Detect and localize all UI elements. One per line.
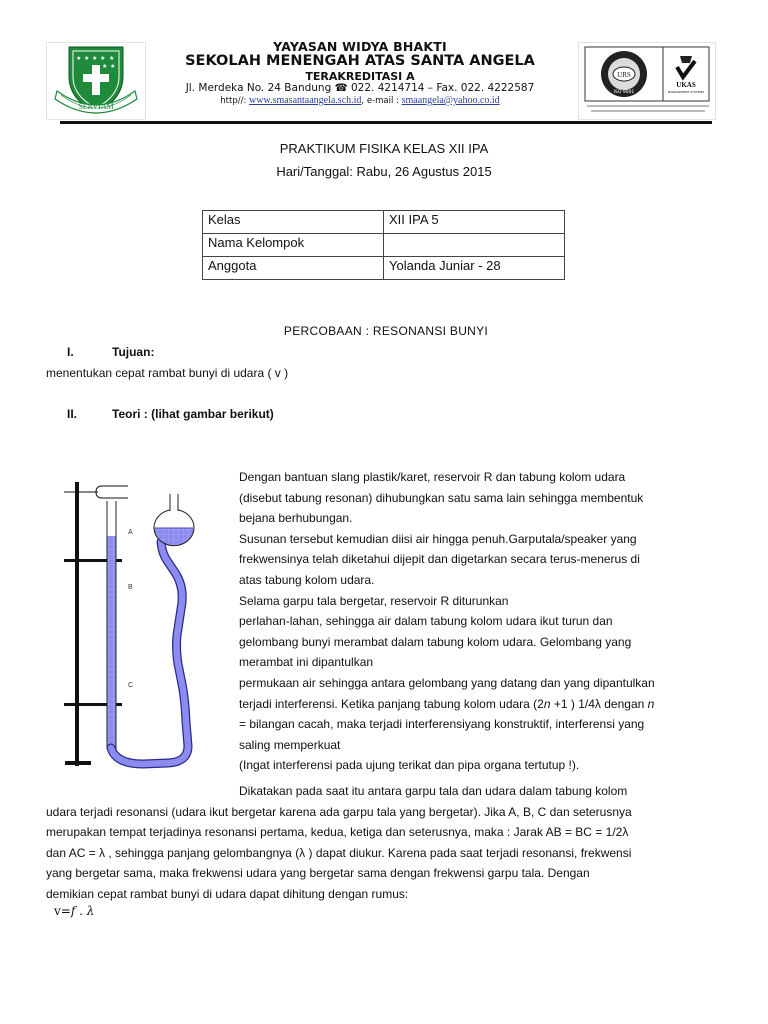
date-line: Hari/Tanggal: Rabu, 26 Agustus 2015 [276, 164, 492, 179]
water-column [107, 536, 116, 749]
text-line: Dikatakan pada saat itu antara garpu tala dan udara dalam tabung kolom [239, 784, 628, 798]
text-line: Susunan tersebut kemudian diisi air hingga penuh.Garputala/speaker yang [239, 531, 637, 546]
svg-text:★: ★ [109, 55, 115, 62]
resonance-tube-diagram [58, 474, 218, 779]
accreditation: TERAKREDITASI A [305, 70, 415, 83]
text-line: udara terjadi resonansi (udara ikut bergetar karena ada garpu tala yang bergetar). Jika A, B, C dan seterusnya [46, 804, 632, 819]
info-table [202, 210, 565, 280]
header-divider [60, 121, 712, 124]
svg-text:★: ★ [102, 63, 108, 70]
text-line: perlahan-lahan, sehingga air dalam tabung kolom udara ikut turun dan [239, 614, 613, 629]
urs-certification-icon [601, 51, 647, 97]
text-line: bejana berhubungan. [239, 511, 353, 526]
contact-line [150, 95, 570, 106]
website-link[interactable]: www.smasantaangela.sch.id [249, 95, 362, 106]
section-number: I. [67, 345, 74, 359]
svg-text:MANAGEMENT SYSTEMS: MANAGEMENT SYSTEMS [667, 90, 705, 94]
svg-text:SERVIAM: SERVIAM [78, 102, 114, 111]
experiment-title: PERCOBAAN : RESONANSI BUNYI [283, 324, 489, 338]
text-line: permukaan air sehingga antara gelombang yang datang dan yang dipantulkan [239, 675, 655, 690]
table-row [203, 257, 565, 280]
text-line: terjadi interferensi. Ketika panjang tabung kolom udara (2n +1 ) 1/4λ dengan n [239, 696, 655, 711]
label-a: A [128, 529, 133, 536]
ukas-certification-icon [668, 56, 705, 94]
row-label: Kelas [203, 211, 384, 234]
text-line: gelombang bunyi merambat dalam tabung kolom udara. Gelombang yang [239, 634, 632, 649]
stand-pole [75, 482, 79, 766]
svg-text:★: ★ [110, 63, 116, 70]
table-row [203, 211, 565, 234]
svg-text:★: ★ [92, 55, 98, 62]
certification-logos [578, 42, 716, 120]
text-line: demikian cepat rambat bunyi di udara dapat dihitung dengan rumus: [46, 886, 409, 901]
label-c: C [128, 682, 134, 689]
svg-text:★: ★ [100, 55, 106, 62]
svg-text:★: ★ [76, 55, 82, 62]
theory-text-full [46, 781, 632, 905]
row-value [384, 234, 565, 257]
text-line: = bilangan cacah, maka terjadi interferensiyang konstruktif, interferensi yang [239, 717, 645, 732]
tuning-fork-icon [64, 486, 128, 498]
theory-text-right [239, 467, 655, 776]
label-b: B [128, 584, 133, 591]
section-heading-teori: Teori : (lihat gambar berikut) [112, 407, 274, 421]
table-row [203, 234, 565, 257]
document-title: PRAKTIKUM FISIKA KELAS XII IPA [279, 141, 489, 156]
stand-base [65, 761, 91, 765]
school-name: SEKOLAH MENENGAH ATAS SANTA ANGELA [185, 53, 535, 69]
section-heading-tujuan: Tujuan: [112, 345, 155, 359]
row-value: XII IPA 5 [384, 211, 565, 234]
svg-text:★: ★ [84, 55, 90, 62]
row-value: Yolanda Juniar - 28 [384, 257, 565, 280]
text-line: yang bergetar sama, maka frekwensi udara yang bergetar sama dengan frekwensi garpu tala. Dengan [46, 866, 590, 881]
velocity-formula: v=f . λ [54, 904, 95, 918]
text-line: atas tabung kolom udara. [239, 572, 375, 587]
school-logo [46, 42, 146, 120]
row-label: Anggota [203, 257, 384, 280]
row-label: Nama Kelompok [203, 234, 384, 257]
svg-text:UKAS: UKAS [676, 81, 696, 89]
text-line: merambat ini dipantulkan [239, 655, 374, 670]
objective-text: menentukan cepat rambat bunyi di udara ( v ) [46, 366, 289, 380]
foundation-name: YAYASAN WIDYA BHAKTI [273, 39, 447, 54]
text-line: (disebut tabung resonan) dihubungkan satu sama lain sehingga membentuk [239, 490, 644, 505]
section-number: II. [67, 407, 78, 421]
reservoir-flask [154, 494, 194, 546]
email-prefix: , e-mail : [361, 96, 402, 106]
svg-text:URS: URS [617, 71, 631, 79]
text-line: Dengan bantuan slang plastik/karet, reservoir R dan tabung kolom udara [239, 470, 626, 484]
text-line: saling memperkuat [239, 737, 341, 752]
school-crest-icon [47, 43, 145, 119]
text-line: (Ingat interferensi pada ujung terikat dan pipa organa tertutup !). [239, 758, 580, 773]
school-address: Jl. Merdeka No. 24 Bandung ☎ 022. 4214714 – Fax. 022. 4222587 [185, 82, 535, 94]
svg-text:ISO 9001: ISO 9001 [613, 90, 635, 95]
web-prefix: http//: [220, 96, 250, 106]
email-link[interactable]: smaangela@yahoo.co.id [401, 95, 500, 106]
text-line: Selama garpu tala bergetar, reservoir R diturunkan [239, 593, 509, 608]
text-line: frekwensinya telah diketahui dijepit dan digetarkan secara terus-menerus di [239, 552, 640, 567]
text-line: dan AC = λ , sehingga panjang gelombangnya (λ ) dapat diukur. Karena pada saat terjadi resonansi, frekwensi [46, 845, 632, 860]
text-line: merupakan tempat terjadinya resonansi pertama, kedua, ketiga dan seterusnya, maka : Jarak AB = BC = 1/2λ [46, 825, 629, 840]
